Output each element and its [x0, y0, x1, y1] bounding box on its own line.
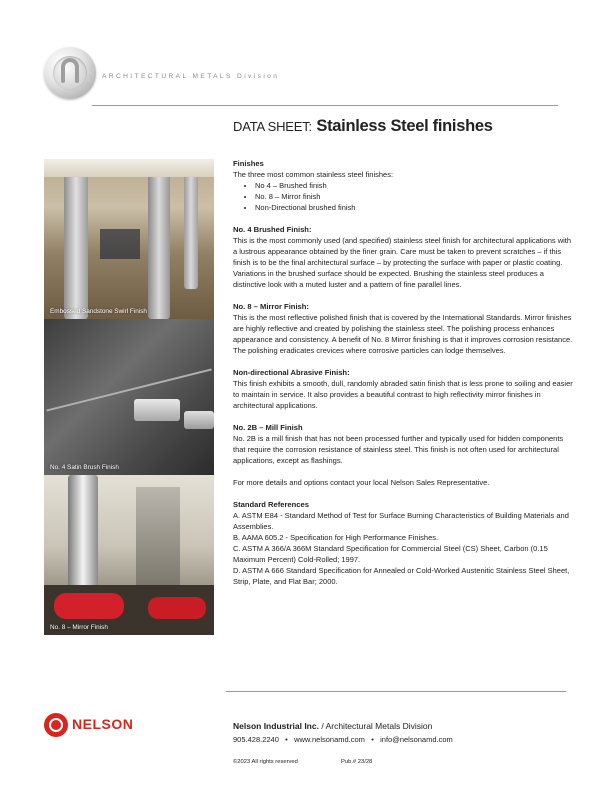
architectural-metals-logo [44, 47, 96, 99]
phone-number: 905.428.2240 [233, 735, 279, 744]
finishes-heading: Finishes [233, 159, 264, 168]
company-division: / Architectural Metals Division [318, 721, 433, 731]
email-link[interactable]: info@nelsonamd.com [380, 735, 453, 744]
n-letter-icon [44, 47, 96, 99]
company-line [233, 721, 432, 731]
reference-item: D. ASTM A 666 Standard Specification for Annealed or Cold-Worked Austenitic Stainless Steel Sheet, Strip, Plate, and Flat Bar; 2000. [233, 566, 570, 586]
contact-line [233, 735, 453, 744]
title-prefix: DATA SHEET: [233, 119, 312, 134]
finishes-intro: The three most common stainless steel finishes: [233, 170, 394, 179]
list-item: • No 4 – Brushed finish [255, 180, 573, 191]
separator: • [371, 735, 374, 744]
nelson-wordmark: NELSON [72, 716, 134, 732]
photo-caption: No. 8 – Mirror Finish [50, 624, 108, 631]
section-body: This is the most commonly used (and specified) stainless steel finish for architectural applications with a lustrous appearance obtained by the finer grain. Care must be taken to prevent scratches – if this finish is to be the final architectural surface – by protecting the surface with paper or plastic coating. Variations in the brushed surface should be expected. Brushing the stainless steel produces a distinctive look with a muted luster and a pattern of fine parallel lines. [233, 236, 572, 289]
footer-divider [226, 691, 566, 692]
reference-item: A. ASTM E84 - Standard Method of Test for Surface Burning Characteristics of Building Materials and Assemblies. [233, 511, 569, 531]
website-link[interactable]: www.nelsonamd.com [294, 735, 365, 744]
section-heading: No. 4 Brushed Finish: [233, 225, 312, 234]
photo-embossed-sandstone [44, 159, 214, 319]
publication-number: Pub.# 23/28 [341, 759, 373, 765]
section-body: This finish exhibits a smooth, dull, randomly abraded satin finish that is less prone to soiling and easier to maintain in service. It also provides a beautiful contrast to high reflectivity mirror finishes in architectural applications. [233, 379, 573, 410]
photo-caption: Embossed Sandstone Swirl Finish [50, 308, 147, 315]
references-heading: Standard References [233, 500, 309, 509]
photo-caption: No. 4 Satin Brush Finish [50, 464, 119, 471]
nelson-logo-icon [44, 713, 68, 737]
photo-satin-brush [44, 319, 214, 475]
section-heading: No. 8 – Mirror Finish: [233, 302, 309, 311]
contact-note: For more details and options contact your local Nelson Sales Representative. [233, 478, 490, 487]
title-main: Stainless Steel finishes [316, 117, 493, 135]
separator: • [285, 735, 288, 744]
list-item: • Non-Directional brushed finish [255, 202, 573, 213]
section-body: This is the most reflective polished finish that is covered by the International Standards. Mirror finishes are highly reflective and created by polishing the stainless steel. The polishing process enhances appearance and consistency. A benefit of No. 8 Mirror finishing is that it improves corrosion resistance. The polishing eradicates crevices where corrosive particles can lodge themselves. [233, 313, 573, 355]
division-label: ARCHITECTURAL METALS Division [102, 73, 280, 80]
copyright: ©2023 All rights reserved [233, 759, 298, 765]
section-heading: Non-directional Abrasive Finish: [233, 368, 350, 377]
list-item: • No. 8 – Mirror finish [255, 191, 573, 202]
header-divider [92, 105, 558, 106]
page-title [233, 117, 493, 136]
section-body: No. 2B is a mill finish that has not been processed further and typically used for hidden components that require the corrosion resistance of stainless steel. This finish is not often used for architectural applications, except as flashings. [233, 434, 564, 465]
content-column [233, 158, 573, 587]
section-heading: No. 2B – Mill Finish [233, 423, 303, 432]
photo-mirror-finish [44, 475, 214, 635]
finishes-list [233, 180, 573, 213]
company-name: Nelson Industrial Inc. [233, 721, 319, 731]
reference-item: B. AAMA 605.2 - Specification for High Performance Finishes. [233, 533, 439, 542]
reference-item: C. ASTM A 366/A 366M Standard Specification for Commercial Steel (CS) Sheet, Carbon (0.15 Maximum Percent) Cold-Rolled; 1997. [233, 544, 548, 564]
